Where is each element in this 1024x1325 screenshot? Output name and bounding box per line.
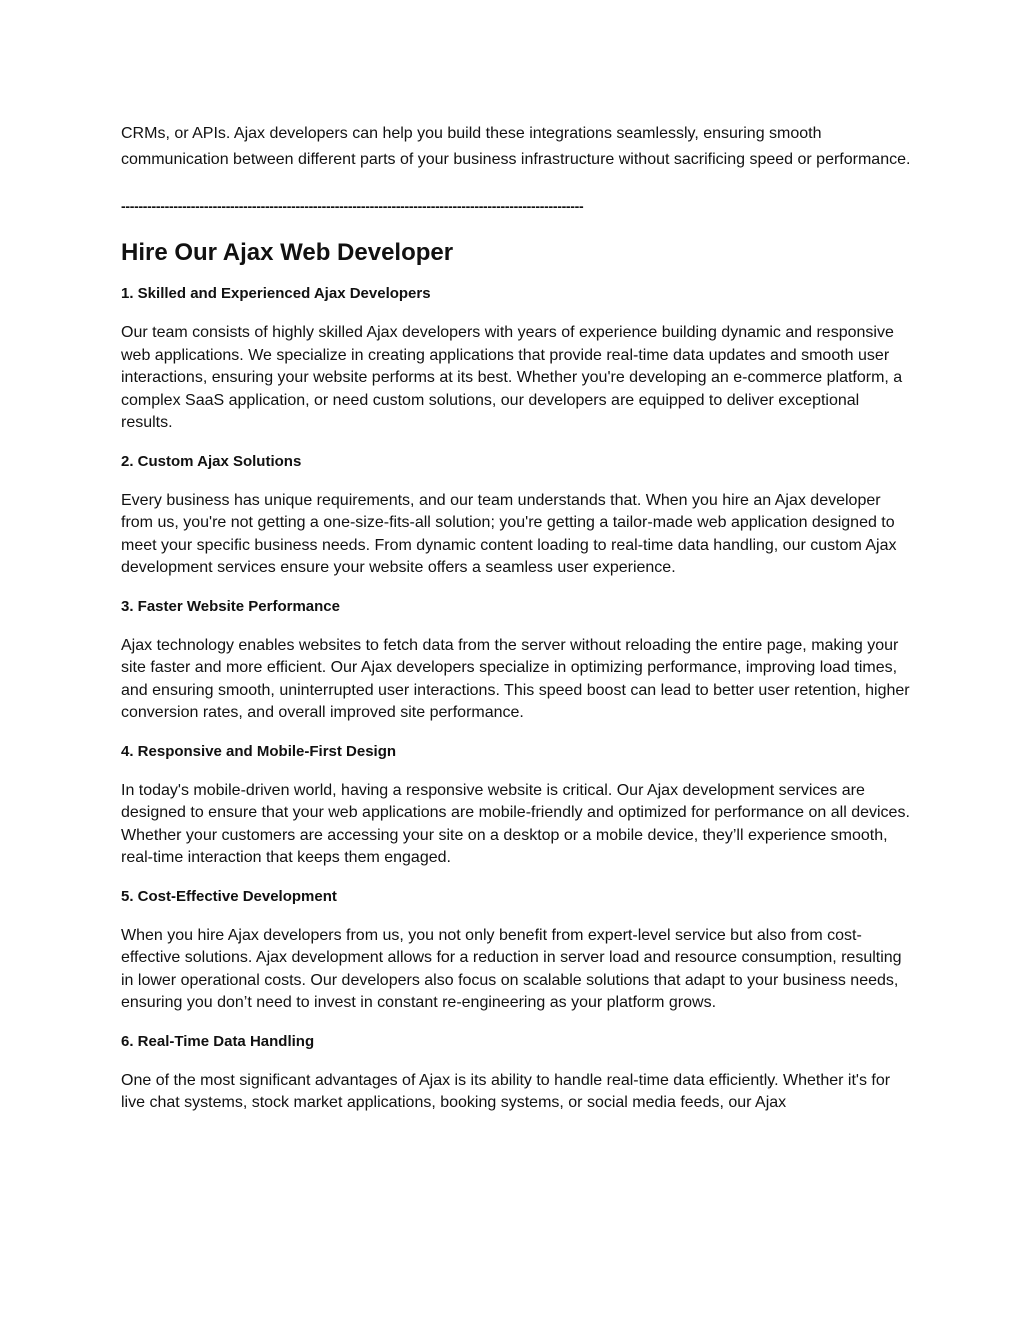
document-page xyxy=(121,121,911,1115)
sections-list xyxy=(121,284,911,1115)
section-skilled-developers xyxy=(121,284,911,435)
section-body: Every business has unique requirements, and our team understands that. When you hire an Ajax developer from us, you're not getting a one-size-fits-all solution; you're getting a tailor-made web application designed to meet your specific business needs. From dynamic content loading to real-time data handling, our custom Ajax development services ensure your website offers a seamless user experience. xyxy=(121,491,897,576)
dash-divider: ---------------------------------------------------------------------------------------------------------- xyxy=(121,198,584,214)
section-title: 5. Cost-Effective Development xyxy=(121,887,337,905)
section-body: One of the most significant advantages of Ajax is its ability to handle real-time data efficiently. Whether it's for live chat systems, stock market applications, booking systems, or social media feeds, our Ajax xyxy=(121,1071,891,1111)
section-title: 6. Real-Time Data Handling xyxy=(121,1032,315,1050)
section-body: In today's mobile-driven world, having a responsive website is critical. Our Ajax development services are designed to ensure that your web applications are mobile-friendly and optimized for performance on all devices. Whether your customers are accessing your site on a desktop or a mobile device, they’ll experience smooth, real-time interaction that keeps them engaged. xyxy=(121,781,910,866)
section-body: Our team consists of highly skilled Ajax developers with years of experience building dynamic and responsive web applications. We specialize in creating applications that provide real-time data updates and smooth user interactions, ensuring your website performs at its best. Whether you're developing an e-commerce platform, a complex SaaS application, or need custom solutions, our developers are equipped to deliver exceptional results. xyxy=(121,324,903,431)
intro-paragraph: CRMs, or APIs. Ajax developers can help you build these integrations seamlessly, ensuring smooth communication between different parts of your business infrastructure without sacrificing speed or performance. xyxy=(121,125,911,168)
section-faster-performance xyxy=(121,597,911,725)
section-title: 2. Custom Ajax Solutions xyxy=(121,452,302,470)
section-responsive-design xyxy=(121,742,911,870)
section-heading: Hire Our Ajax Web Developer xyxy=(121,239,454,266)
section-title: 4. Responsive and Mobile-First Design xyxy=(121,742,397,760)
section-real-time-data xyxy=(121,1032,911,1115)
section-custom-solutions xyxy=(121,452,911,580)
section-title: 1. Skilled and Experienced Ajax Developers xyxy=(121,285,431,302)
section-body: When you hire Ajax developers from us, you not only benefit from expert-level service but also from cost-effective solutions. Ajax development allows for a reduction in server load and resource consumption, resulting in lower operational costs. Our developers also focus on scalable solutions that adapt to your business needs, ensuring you don’t need to invest in constant re-engineering as your platform grows. xyxy=(121,926,902,1011)
section-cost-effective xyxy=(121,887,911,1015)
section-body: Ajax technology enables websites to fetch data from the server without reloading the entire page, making your site faster and more efficient. Our Ajax developers specialize in optimizing performance, improving load times, and ensuring smooth, uninterrupted user interactions. This speed boost can lead to better user retention, higher conversion rates, and overall improved site performance. xyxy=(121,636,910,721)
section-title: 3. Faster Website Performance xyxy=(121,597,340,615)
